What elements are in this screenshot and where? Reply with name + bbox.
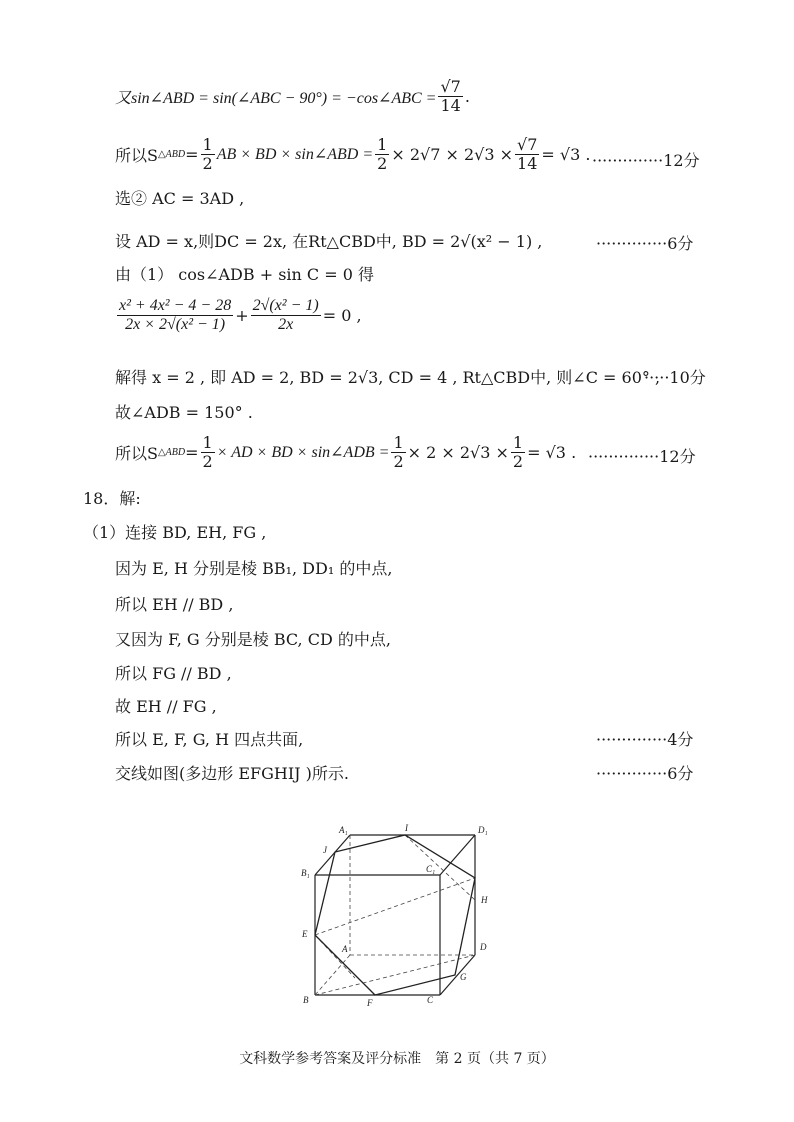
text-suoyi: 所以S <box>115 443 158 463</box>
text-product: × 2√7 × 2√3 × <box>391 144 514 164</box>
frac-num: 1 <box>512 433 524 452</box>
fraction-half <box>201 136 215 172</box>
frac-den: 2 <box>512 451 524 471</box>
frac-num: x² + 4x² − 4 − 28 <box>119 297 232 314</box>
figure-labels <box>301 823 488 1008</box>
score-6-b: ··············6分 <box>596 764 694 783</box>
label-d1: D₁ <box>478 825 488 835</box>
label-c1: C₁ <box>426 864 436 874</box>
fraction-half-5 <box>511 434 525 470</box>
frac-den: 2 <box>202 153 213 173</box>
line-fg-bd: 所以 FG // BD , <box>115 664 232 683</box>
line-sin-abd <box>115 78 470 114</box>
line-intersection: 交线如图(多边形 EFGHIJ )所示. <box>115 764 349 783</box>
label-h: H <box>481 895 488 905</box>
score-6-a: ··············6分 <box>596 234 694 253</box>
line-eh-fg: 故 EH // FG , <box>115 697 217 716</box>
frac-den: 2 <box>393 451 404 471</box>
sub-abd: △ABD <box>157 446 186 458</box>
fraction-half-3 <box>201 434 215 470</box>
line-area-1 <box>115 136 590 172</box>
label-e: E <box>302 929 308 939</box>
label-f: F <box>367 998 373 1008</box>
page-footer: 文科数学参考答案及评分标准 第 2 页（共 7 页） <box>239 1051 555 1067</box>
label-j: J <box>323 845 327 855</box>
line-connect: （1）连接 BD, EH, FG , <box>83 523 267 542</box>
text-eq: = <box>185 442 199 462</box>
line-angle-adb: 故∠ADB = 150° . <box>115 403 253 422</box>
label-d: D <box>480 942 487 952</box>
cube-figure <box>295 820 505 1015</box>
fraction-sqrt7-14-b <box>515 136 539 172</box>
line-eh-bd: 所以 EH // BD , <box>115 595 234 614</box>
text-result: = √3 . <box>541 144 591 164</box>
label-a: A <box>342 944 348 954</box>
text-eq: = <box>185 144 199 164</box>
label-c: C <box>427 995 434 1005</box>
frac-num: √7 <box>440 77 461 96</box>
fraction-sqrt7-14 <box>438 78 462 114</box>
line-solve: 解得 x = 2 , 即 AD = 2, BD = 2√3, CD = 4 , Rt△CBD中, 则∠C = 60° , <box>115 368 661 387</box>
frac-den: 2x × 2√(x² − 1) <box>125 315 226 333</box>
line-equation <box>115 297 362 333</box>
score-12-b: ··············12分 <box>588 447 696 466</box>
frac-den: 2 <box>202 451 213 471</box>
text-sin-abd: 又sin∠ABD = sin(∠ABC − 90°) = −cos∠ABC = <box>115 89 437 107</box>
frac-num: 1 <box>377 135 388 154</box>
frac-num: √7 <box>517 135 538 154</box>
text-result: = √3 . <box>527 442 577 462</box>
score-4: ··············4分 <box>596 730 694 749</box>
score-12-a: ··············12分 <box>592 151 700 170</box>
sub-abd: △ABD <box>157 148 186 160</box>
text-suoyi: 所以S <box>115 145 158 165</box>
frac-den: 2x <box>278 315 294 333</box>
frac-den: 14 <box>517 153 538 173</box>
question-18: 18．解: <box>83 489 141 508</box>
line-from-1: 由（1） cos∠ADB + sin C = 0 得 <box>115 265 375 284</box>
fraction-half-2 <box>375 136 389 172</box>
plus-sign: + <box>235 305 249 325</box>
frac-num: 2√(x² − 1) <box>252 297 319 314</box>
period: . <box>464 86 470 106</box>
line-area-2 <box>115 434 576 470</box>
label-b1: B₁ <box>301 868 310 878</box>
frac-num: 1 <box>393 433 404 452</box>
line-choice-2: 选② AC = 3AD , <box>115 189 245 208</box>
label-b: B <box>303 995 309 1005</box>
fraction-half-4 <box>391 434 405 470</box>
frac-num: 1 <box>202 135 213 154</box>
fraction-small <box>251 297 321 333</box>
text-ad-bd: × AD × BD × sin∠ADB = <box>216 444 390 462</box>
frac-den: 14 <box>440 95 461 115</box>
line-set-ad: 设 AD = x,则DC = 2x, 在Rt△CBD中, BD = 2√(x² − 1) , <box>115 232 543 251</box>
line-because-eh: 因为 E, H 分别是棱 BB₁, DD₁ 的中点, <box>115 559 393 578</box>
label-a1: A₁ <box>339 825 348 835</box>
score-10: ·····10分 <box>644 368 706 387</box>
label-g: G <box>460 972 467 982</box>
text-ab-bd: AB × BD × sin∠ABD = <box>216 146 374 164</box>
line-coplanar: 所以 E, F, G, H 四点共面, <box>115 730 304 749</box>
frac-den: 2 <box>377 153 388 173</box>
line-because-fg: 又因为 F, G 分别是棱 BC, CD 的中点, <box>115 630 391 649</box>
text-eq-zero: = 0 , <box>322 305 362 325</box>
text-product: × 2 × 2√3 × <box>407 442 509 462</box>
frac-num: 1 <box>202 433 213 452</box>
fraction-big <box>117 297 233 333</box>
label-i: I <box>405 823 408 833</box>
